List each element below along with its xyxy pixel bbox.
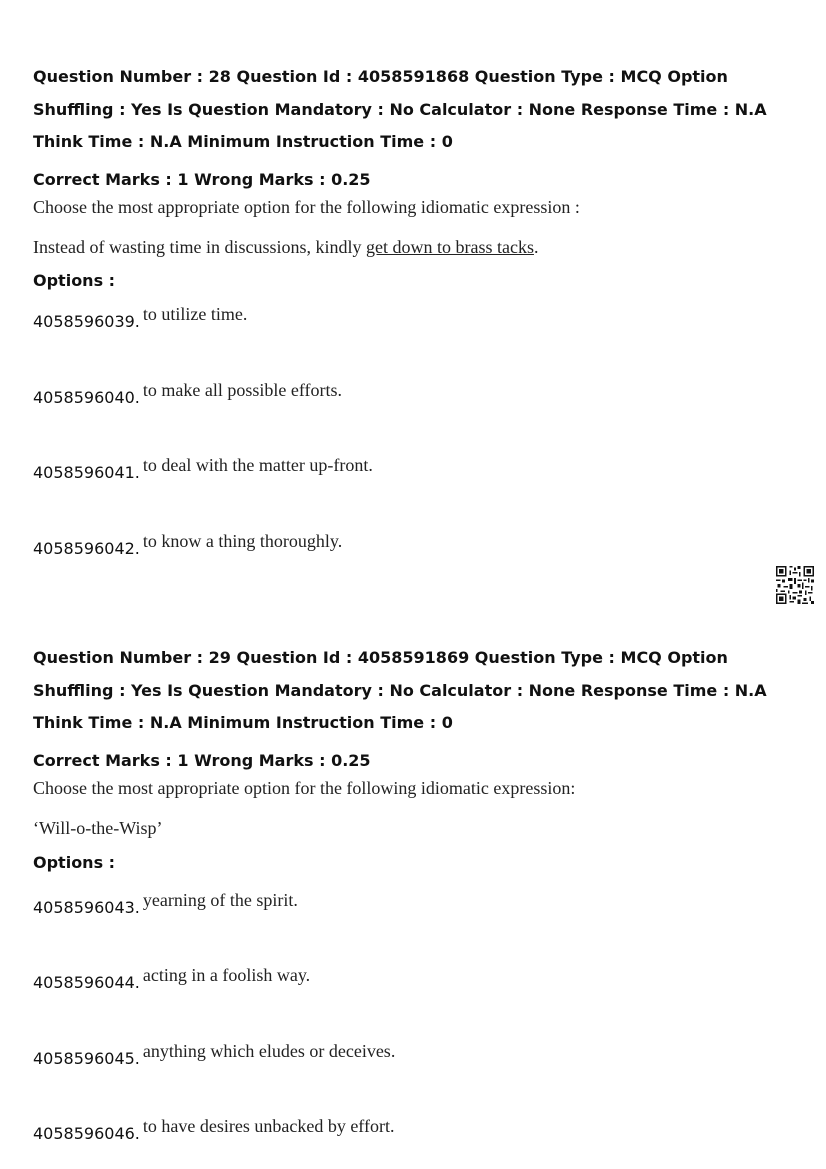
option-item	[33, 1041, 396, 1069]
question-29-meta: Question Number : 29 Question Id : 4058591869 Question Type : MCQ Option Shuffling : Yes Is Question Mandatory : No Calculator : None Response Time : N.A Think Time : N.A Minimum Instruction Time : 0	[33, 648, 767, 732]
option-id: 4058596042.	[33, 539, 140, 558]
question-28-options-label: Options :	[33, 271, 116, 290]
option-id: 4058596043.	[33, 898, 140, 917]
option-id: 4058596045.	[33, 1049, 140, 1068]
question-28-meta: Question Number : 28 Question Id : 4058591868 Question Type : MCQ Option Shuffling : Yes Is Question Mandatory : No Calculator : None Response Time : N.A Think Time : N.A Minimum Instruction Time : 0	[33, 67, 767, 151]
option-text: to deal with the matter up-front.	[142, 455, 373, 475]
question-28-prompt: Choose the most appropriate option for the following idiomatic expression :	[33, 197, 580, 217]
option-id: 4058596040.	[33, 388, 140, 407]
option-text: to have desires unbacked by effort.	[142, 1116, 395, 1136]
option-item	[33, 1116, 395, 1144]
question-29-phrase: ‘Will-o-the-Wisp’	[33, 818, 163, 838]
question-28-marks: Correct Marks : 1 Wrong Marks : 0.25	[33, 170, 371, 189]
option-text: to make all possible efforts.	[142, 380, 343, 400]
option-id: 4058596046.	[33, 1124, 140, 1143]
qr-code-icon	[776, 566, 814, 604]
option-id: 4058596044.	[33, 973, 140, 992]
option-text: to utilize time.	[142, 304, 248, 324]
question-29-options-label: Options :	[33, 853, 116, 872]
sentence-text-after: .	[533, 237, 539, 257]
option-item	[33, 380, 343, 408]
option-item	[33, 304, 248, 332]
option-id: 4058596039.	[33, 312, 140, 331]
option-item	[33, 890, 298, 918]
option-item	[33, 965, 311, 993]
idiom-underlined: get down to brass tacks	[365, 237, 534, 257]
question-29-marks: Correct Marks : 1 Wrong Marks : 0.25	[33, 751, 371, 770]
question-28-sentence	[33, 237, 538, 258]
option-id: 4058596041.	[33, 463, 140, 482]
option-text: yearning of the spirit.	[142, 890, 298, 910]
option-text: anything which eludes or deceives.	[142, 1041, 396, 1061]
option-text: to know a thing thoroughly.	[142, 531, 343, 551]
sentence-text-before: Instead of wasting time in discussions, kindly	[33, 237, 366, 257]
option-item	[33, 455, 373, 483]
option-item	[33, 531, 343, 559]
question-29-prompt: Choose the most appropriate option for the following idiomatic expression:	[33, 778, 576, 798]
option-text: acting in a foolish way.	[142, 965, 311, 985]
